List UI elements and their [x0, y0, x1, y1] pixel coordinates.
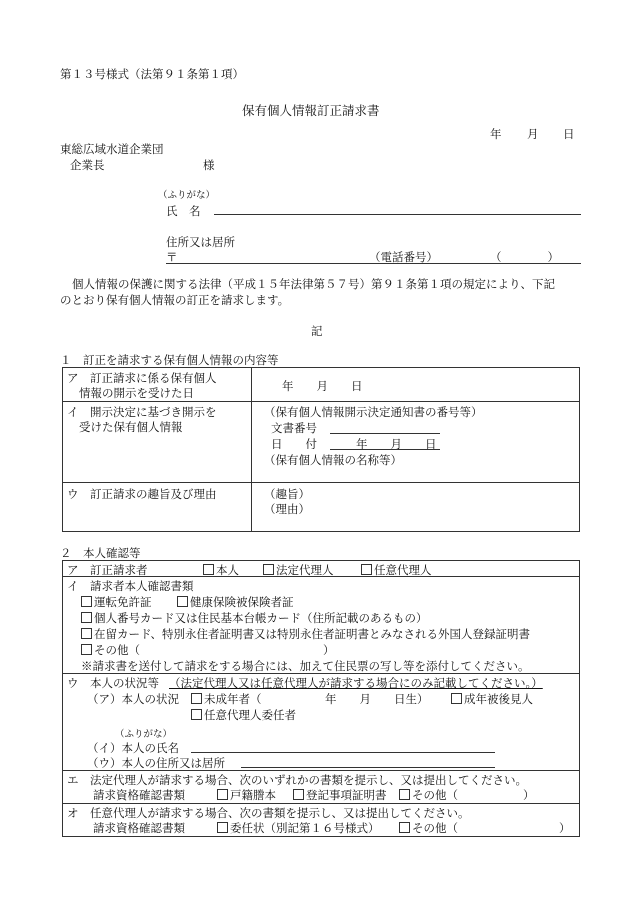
page-title: 保有個人情報訂正請求書: [242, 103, 380, 118]
checkbox-my-number-card[interactable]: [81, 610, 428, 626]
date-month-label: 月: [527, 127, 539, 141]
section2-o-label: オ 任意代理人が請求する場合、次の書類を提示し、又は提出してください。: [67, 806, 470, 820]
section1-i-value-cell[interactable]: [252, 402, 580, 483]
applicant-address-field[interactable]: [166, 263, 581, 264]
phone-paren: （ ）: [490, 250, 559, 264]
checkbox-icon: [177, 596, 188, 607]
checkbox-icon: [203, 564, 214, 575]
section2-u-label: ウ 本人の状況等: [67, 676, 159, 690]
legal-other-close-paren: ）: [523, 788, 535, 802]
checkbox-other-id-label: その他（: [94, 643, 140, 657]
section1-u-label-cell: [63, 483, 252, 532]
checkbox-icon: [81, 628, 92, 639]
section1-u-reason: （理由）: [264, 502, 310, 516]
section1-i-label-cell: [63, 402, 252, 483]
checkbox-registry-certificate-label: 登記事項証明書: [306, 788, 387, 802]
checkbox-delegator[interactable]: [191, 707, 296, 723]
section1-i-doc-no-label: 文書番号: [271, 421, 317, 435]
section1-u-purpose: （趣旨）: [264, 487, 310, 501]
checkbox-minor[interactable]: [191, 691, 262, 707]
checkbox-registry-certificate[interactable]: [293, 787, 387, 803]
postal-mark: 〒: [166, 250, 178, 264]
section1-i-doc-no-field[interactable]: [330, 433, 440, 434]
voluntary-other-close-paren: ）: [559, 821, 571, 835]
checkbox-icon: [217, 789, 228, 800]
checkbox-power-of-attorney[interactable]: [217, 820, 380, 836]
date-year-label: 年: [490, 127, 502, 141]
checkbox-health-insurance[interactable]: [177, 594, 294, 610]
section1-i-notice: （保有個人情報開示決定通知書の番号等）: [264, 405, 483, 419]
section2-heading: ２ 本人確認等: [60, 546, 141, 560]
checkbox-adult-ward-label: 成年被後見人: [464, 692, 533, 706]
section2-i-note: ※請求書を送付して請求をする場合には、加えて住民票の写し等を添付してください。: [81, 659, 530, 673]
section1-i-info-name: （保有個人情報の名称等）: [264, 453, 402, 467]
section1-u-value-cell[interactable]: [252, 483, 580, 532]
checkbox-residence-card[interactable]: [81, 626, 530, 642]
checkbox-residence-card-label: 在留カード、特別永住者証明書又は特別永住者証明書とみなされる外国人登録証明書: [94, 627, 530, 641]
section1-a-label-2: 情報の開示を受けた日: [79, 386, 194, 400]
applicant-furigana-label: （ふりがな）: [158, 190, 216, 201]
checkbox-legal-rep[interactable]: [263, 562, 334, 578]
section2-i-label: イ 請求者本人確認書類: [67, 579, 194, 593]
section2-u-name-label: （イ）本人の氏名: [87, 741, 179, 755]
section2-e-label: エ 法定代理人が請求する場合、次のいずれかの書類を提示し、又は提出してください。: [67, 773, 527, 787]
checkbox-power-of-attorney-label: 委任状（別記第１６号様式）: [230, 821, 380, 835]
phone-label: （電話番号）: [369, 250, 438, 264]
checkbox-minor-label: 未成年者（: [204, 692, 262, 706]
section1-a-label-cell: [63, 368, 252, 402]
checkbox-voluntary-other-label: その他（: [412, 821, 458, 835]
section1-i-date-field[interactable]: [330, 449, 440, 450]
checkbox-adult-ward[interactable]: [451, 691, 533, 707]
section2-u-note: （法定代理人又は任意代理人が請求する場合にのみ記載してください。）: [169, 676, 543, 690]
section2-a-label: ア 訂正請求者: [67, 563, 148, 577]
checkbox-icon: [81, 644, 92, 655]
section1-i-label-2: 受けた保有個人情報: [79, 420, 183, 434]
other-id-close-paren: ）: [323, 643, 335, 657]
checkbox-icon: [81, 612, 92, 623]
applicant-address-label: 住所又は居所: [166, 235, 235, 249]
intro-line-2: のとおり保有個人情報の訂正を請求します。: [60, 293, 290, 307]
section2-u-address-label: （ウ）本人の住所又は居所: [87, 756, 225, 770]
section1-a-value-cell[interactable]: [252, 368, 580, 402]
principal-name-field[interactable]: [191, 752, 495, 753]
checkbox-health-insurance-label: 健康保険被保険者証: [190, 595, 294, 609]
checkbox-icon: [217, 822, 228, 833]
applicant-name-label: 氏 名: [166, 204, 201, 218]
section2-e-doc-label: 請求資格確認書類: [93, 788, 185, 802]
checkbox-voluntary-other[interactable]: [399, 820, 458, 836]
checkbox-icon: [263, 564, 274, 575]
checkbox-icon: [361, 564, 372, 575]
minor-birth-date: 年 月 日生）: [325, 692, 429, 706]
section1-table: [62, 367, 580, 532]
checkbox-icon: [81, 596, 92, 607]
checkbox-voluntary-rep-label: 任意代理人: [374, 563, 432, 577]
section2-u-furigana: （ふりがな）: [115, 729, 173, 740]
date-day-label: 日: [563, 127, 575, 141]
form-number: 第１３号様式（法第９１条第１項）: [60, 67, 244, 81]
applicant-name-field[interactable]: [214, 214, 581, 215]
checkbox-self[interactable]: [203, 562, 239, 578]
section1-i-label-1: イ 開示決定に基づき開示を: [67, 405, 217, 419]
checkbox-legal-other-label: その他（: [412, 788, 458, 802]
checkbox-drivers-license[interactable]: [81, 594, 152, 610]
principal-address-field[interactable]: [241, 767, 495, 768]
checkbox-delegator-label: 任意代理人委任者: [204, 708, 296, 722]
section1-heading: １ 訂正を請求する保有個人情報の内容等: [60, 353, 279, 367]
checkbox-drivers-license-label: 運転免許証: [94, 595, 152, 609]
checkbox-family-register-label: 戸籍謄本: [230, 788, 276, 802]
checkbox-icon: [293, 789, 304, 800]
checkbox-family-register[interactable]: [217, 787, 276, 803]
section2-o-doc-label: 請求資格確認書類: [93, 821, 185, 835]
checkbox-self-label: 本人: [216, 563, 239, 577]
checkbox-icon: [451, 693, 462, 704]
section2-u-status-label: （ア）本人の状況: [87, 692, 179, 706]
checkbox-my-number-card-label: 個人番号カード又は住民基本台帳カード（住所記載のあるもの）: [94, 611, 428, 625]
ki-label: 記: [311, 324, 323, 338]
checkbox-legal-other[interactable]: [399, 787, 458, 803]
checkbox-legal-rep-label: 法定代理人: [276, 563, 334, 577]
recipient-honorific: 様: [203, 158, 215, 172]
section1-i-date-value: 年 月 日: [356, 437, 437, 451]
checkbox-icon: [191, 709, 202, 720]
intro-line-1: 個人情報の保護に関する法律（平成１５年法律第５７号）第９１条第１項の規定により、下記: [72, 277, 555, 291]
section1-a-date: 年 月 日: [282, 379, 363, 393]
checkbox-icon: [399, 822, 410, 833]
checkbox-icon: [191, 693, 202, 704]
section1-i-date-label: 日 付: [271, 437, 317, 451]
checkbox-voluntary-rep[interactable]: [361, 562, 432, 578]
section1-u-label: ウ 訂正請求の趣旨及び理由: [67, 487, 217, 501]
checkbox-icon: [399, 789, 410, 800]
recipient-org: 東総広域水道企業団: [60, 142, 164, 156]
section2-box: [62, 560, 580, 837]
section1-a-label-1: ア 訂正請求に係る保有個人: [67, 371, 217, 385]
recipient-title: 企業長: [70, 158, 105, 172]
checkbox-other-id[interactable]: [81, 642, 140, 658]
